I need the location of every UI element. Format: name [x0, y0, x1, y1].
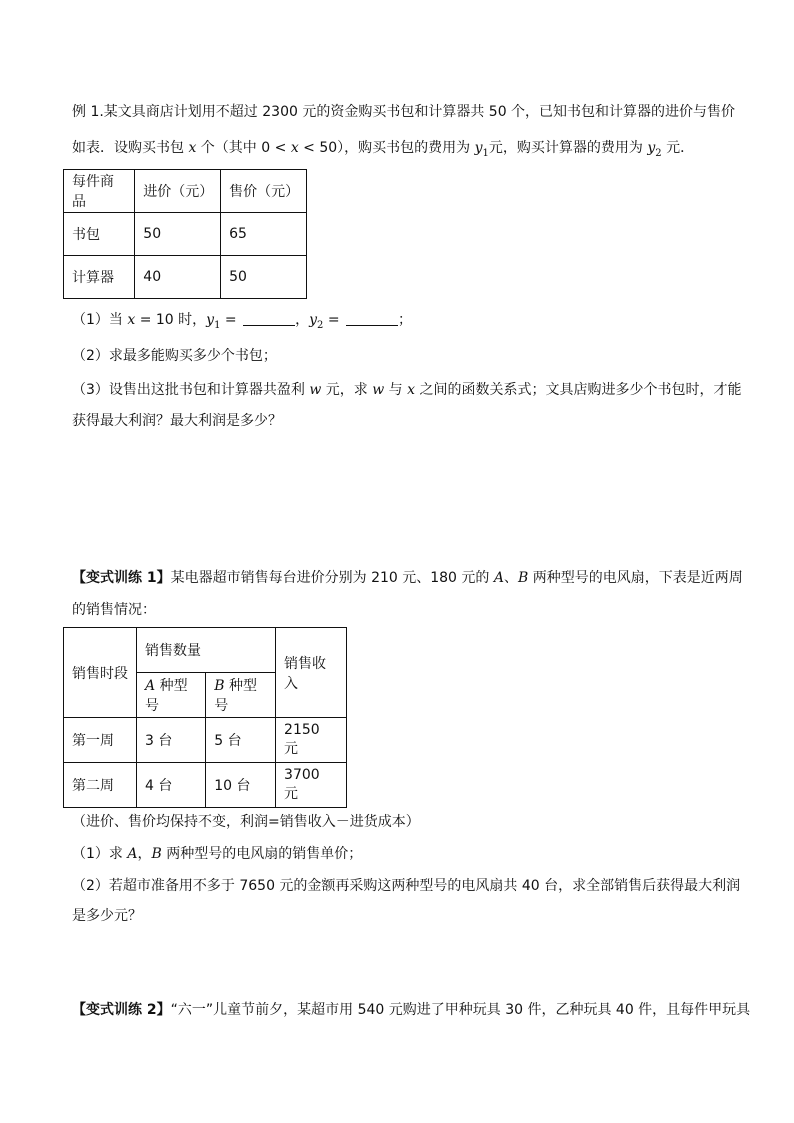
- table-cell: 4 台: [137, 763, 206, 808]
- table-cell: 第二周: [64, 763, 137, 808]
- table-header-row: [64, 628, 347, 673]
- table-header-cell: 销售时段: [64, 628, 137, 718]
- table-header-cell: 销售收入: [276, 628, 347, 718]
- v1-note: （进价、售价均保持不变，利润=销售收入－进货成本）: [72, 814, 420, 830]
- sales-table: [63, 627, 347, 808]
- table-cell: 65: [221, 213, 307, 256]
- table-cell: 计算器: [64, 256, 135, 299]
- v1-question-2: （2）若超市准备用不多于 7650 元的金额再采购这两种型号的电风扇共 40 台，求全部销售后获得最大利润: [72, 878, 741, 894]
- answer-blank-y2[interactable]: [346, 311, 398, 326]
- v1-label: 【变式训练 1】: [72, 570, 171, 586]
- table-header-cell: 进价（元）: [135, 170, 221, 213]
- table-cell: 第一周: [64, 718, 137, 763]
- table-header-cell: 销售数量: [137, 628, 276, 673]
- table-header-row: [64, 170, 307, 213]
- table-row: [64, 213, 307, 256]
- ex1-question-3: （3）设售出这批书包和计算器共盈利 w 元，求 w 与 x 之间的函数关系式；文具店购进多少个书包时，才能: [72, 382, 742, 398]
- v2-label: 【变式训练 2】: [72, 1002, 171, 1018]
- table-row: [64, 763, 347, 808]
- v1-line1: 【变式训练 1】某电器超市销售每台进价分别为 210 元、180 元的 A、B 两种型号的电风扇，下表是近两周: [72, 570, 743, 586]
- ex1-line1: 例 1.某文具商店计划用不超过 2300 元的资金购买书包和计算器共 50 个，已知书包和计算器的进价与售价: [72, 104, 736, 120]
- ex1-question-1: （1）当 x = 10 时，$y_1$ = ，$y_2$ = ；: [72, 312, 413, 331]
- ex1-question-3-cont: 获得最大利润？最大利润是多少？: [72, 413, 282, 429]
- ex1-line2: 如表．设购买书包 x 个（其中 0 < x < 50），购买书包的费用为 $y_1$元，购买计算器的费用为 $y_2$ 元．: [72, 140, 695, 159]
- table-cell: 3700 元: [276, 763, 347, 808]
- ex1-question-2: （2）求最多能购买多少个书包；: [72, 348, 277, 364]
- v1-question-2-cont: 是多少元？: [72, 908, 142, 924]
- table-row: [64, 256, 307, 299]
- table-cell: 10 台: [206, 763, 276, 808]
- table-cell: 2150 元: [276, 718, 347, 763]
- table-cell: 5 台: [206, 718, 276, 763]
- table-header-cell: A 种型号: [137, 673, 206, 718]
- table-cell: 50: [221, 256, 307, 299]
- answer-blank-y1[interactable]: [243, 311, 295, 326]
- price-table: [63, 169, 307, 299]
- table-cell: 3 台: [137, 718, 206, 763]
- table-cell: 50: [135, 213, 221, 256]
- table-header-cell: B 种型号: [206, 673, 276, 718]
- v1-line2: 的销售情况：: [72, 602, 156, 618]
- table-header-cell: 每件商品: [64, 170, 135, 213]
- table-row: [64, 718, 347, 763]
- table-cell: 书包: [64, 213, 135, 256]
- v1-question-1: （1）求 A，B 两种型号的电风扇的销售单价；: [72, 846, 363, 862]
- table-cell: 40: [135, 256, 221, 299]
- v2-line1: 【变式训练 2】“六一”儿童节前夕，某超市用 540 元购进了甲种玩具 30 件，乙种玩具 40 件，且每件甲玩具: [72, 1002, 751, 1018]
- table-header-cell: 售价（元）: [221, 170, 307, 213]
